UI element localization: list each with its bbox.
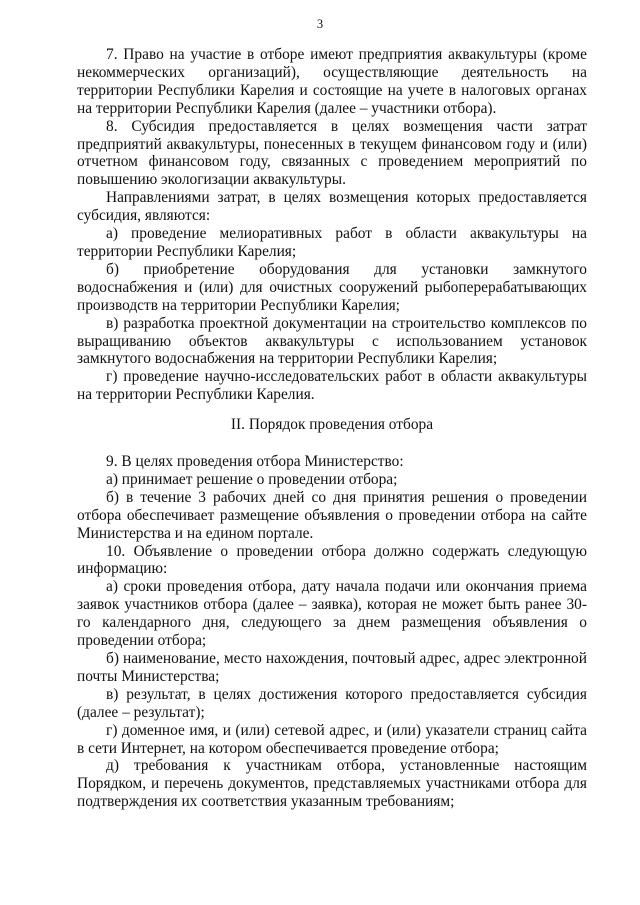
list-item-g: г) проведение научно-исследовательских работ в области аквакультуры на территории Республики Карелия.	[77, 368, 587, 404]
page-number: 3	[316, 17, 324, 31]
list-item-9b: б) в течение 3 рабочих дней со дня принятия решения о проведении отбора обеспечивает размещение объявления о проведении отбора на сайте Министерства и на едином портале.	[77, 488, 587, 542]
paragraph-7: 7. Право на участие в отборе имеют предприятия аквакультуры (кроме некоммерческих организаций), осуществляющие деятельность на территории Республики Карелия и состоящие на учете в налоговых органах на территории Республики Карелия (далее – участники отбора).	[77, 46, 587, 117]
list-item-10v: в) результат, в целях достижения которого предоставляется субсидия (далее – результат);	[77, 685, 587, 721]
list-item-9a: а) принимает решение о проведении отбора;	[106, 470, 398, 488]
paragraph-8: 8. Субсидия предоставляется в целях возмещения части затрат предприятий аквакультуры, понесенных в текущем финансовом году и (или) отчетном финансовом году, связанных с проведением мероприятий по повышению экологизации аквакультуры.	[77, 117, 587, 189]
paragraph-10: 10. Объявление о проведении отбора должно содержать следующую информацию:	[77, 542, 587, 578]
list-item-a: а) проведение мелиоративных работ в области аквакультуры на территории Республики Карелия;	[77, 225, 587, 260]
document-body	[77, 46, 587, 811]
list-item-10g: г) доменное имя, и (или) сетевой адрес, и (или) указатели страниц сайта в сети Интернет, на котором обеспечивается проведение отбора;	[77, 721, 587, 757]
paragraph-9: 9. В целях проведения отбора Министерство:	[106, 453, 404, 471]
list-item-b: б) приобретение оборудования для установки замкнутого водоснабжения и (или) для очистных сооружений рыбоперерабатывающих производств на территории Республики Карелия;	[77, 260, 587, 314]
list-item-10b: б) наименование, место нахождения, почтовый адрес, адрес электронной почты Министерства;	[77, 650, 587, 685]
list-item-v: в) разработка проектной документации на строительство комплексов по выращиванию объектов аквакультуры с использованием установок замкнутого водоснабжения на территории Республики Карелия;	[77, 314, 587, 368]
list-item-10d: д) требования к участникам отбора, установленные настоящим Порядком, и перечень документов, представляемых участниками отбора для подтверждения их соответствия указанным требованиям;	[77, 757, 587, 811]
paragraph-cost-directions: Направлениями затрат, в целях возмещения которых предоставляется субсидия, являются:	[77, 189, 587, 225]
list-item-10a: а) сроки проведения отбора, дату начала подачи или окончания приема заявок участников отбора (далее – заявка), которая не может быть ранее 30-го календарного дня, следующего за днем размещения объявления о проведении отбора;	[77, 578, 587, 650]
section-title: II. Порядок проведения отбора	[230, 416, 434, 434]
